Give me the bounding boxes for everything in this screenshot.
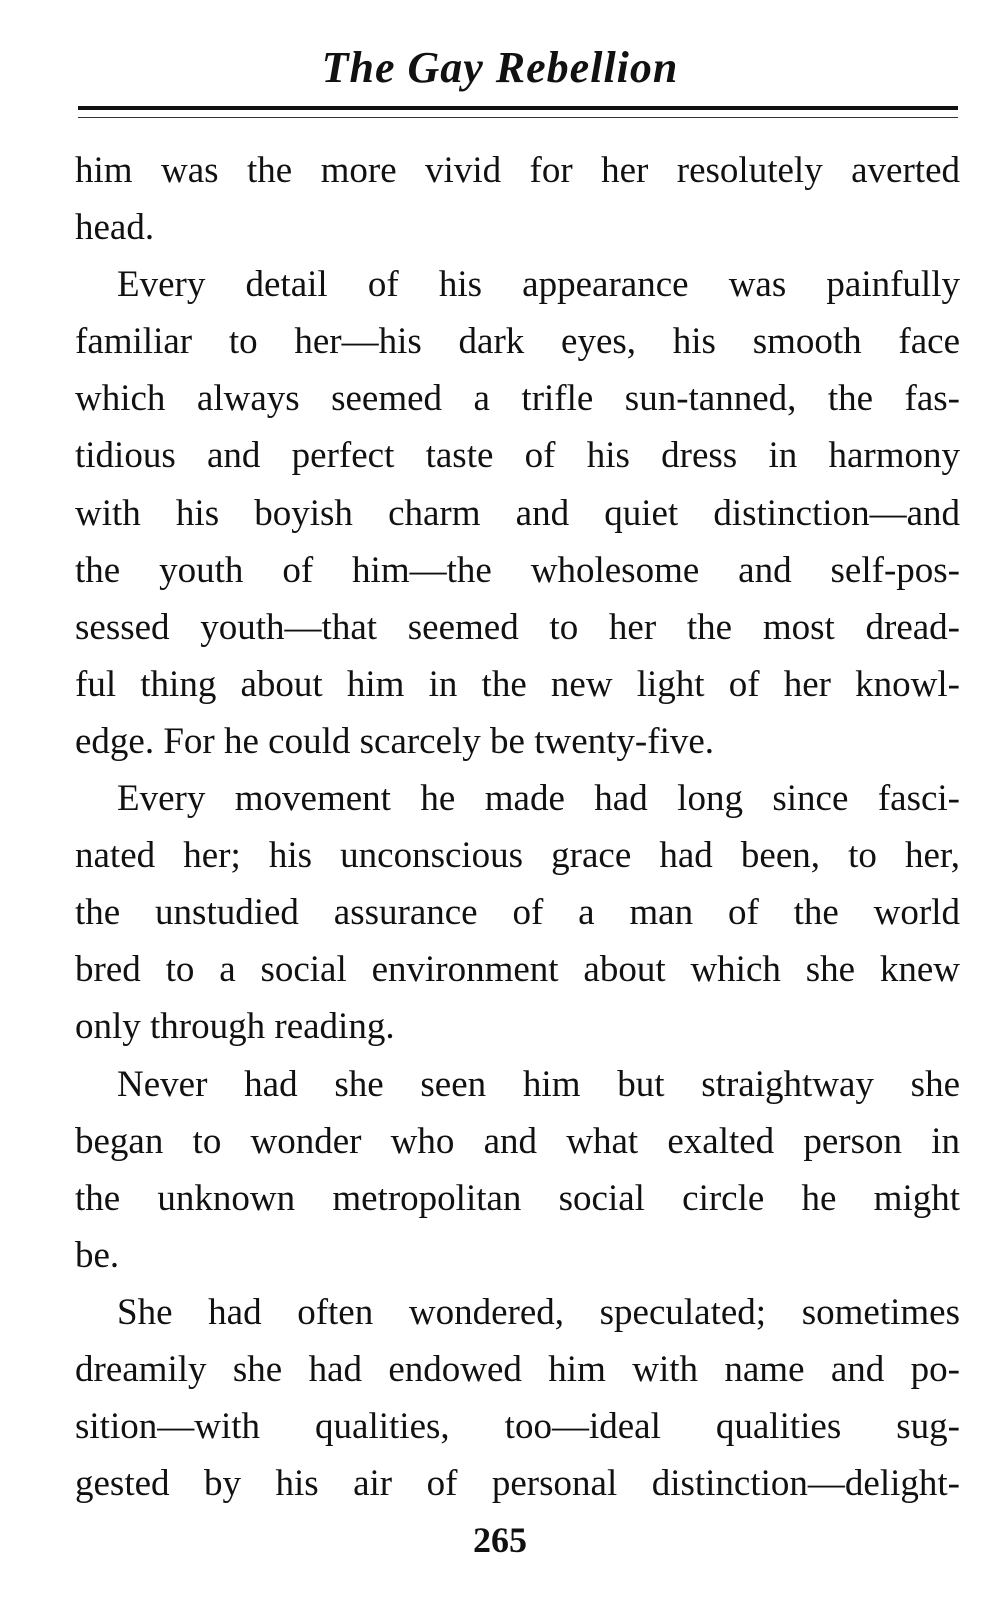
text-line: head. [75, 207, 155, 249]
text-line: the unstudied assurance of a man of the world [75, 892, 960, 934]
running-head: The Gay Rebellion [321, 43, 679, 92]
text-line: familiar to her—his dark eyes, his smooth face [75, 321, 960, 363]
text-line: Never had she seen him but straightway she [117, 1063, 960, 1105]
text-line: ful thing about him in the new light of her knowl- [75, 663, 960, 705]
text-line: bred to a social environment about which she knew [75, 949, 960, 991]
text-line: sessed youth—that seemed to her the most dread- [75, 606, 960, 648]
text-line: be. [75, 1234, 120, 1276]
text-line: gested by his air of personal distinction—delight- [75, 1463, 960, 1505]
text-line: him was the more vivid for her resolutely averted [75, 150, 960, 191]
body-text [75, 142, 960, 1512]
page-number: 265 [473, 1520, 527, 1560]
text-line: sition—with qualities, too—ideal qualities sug- [75, 1406, 960, 1448]
text-line: dreamily she had endowed him with name and po- [75, 1348, 960, 1390]
text-line: the unknown metropolitan social circle he might [75, 1177, 960, 1219]
header-rule-thin [78, 117, 958, 118]
text-line: nated her; his unconscious grace had been, to her, [75, 835, 960, 877]
text-line: began to wonder who and what exalted person in [75, 1120, 960, 1162]
header-rule-thick [78, 106, 958, 110]
text-line: edge. For he could scarcely be twenty-five. [75, 720, 715, 762]
text-line: She had often wondered, speculated; sometimes [117, 1291, 960, 1333]
text-line: Every detail of his appearance was painfully [117, 264, 960, 306]
text-line: only through reading. [75, 1006, 395, 1048]
text-line: the youth of him—the wholesome and self-pos- [75, 549, 960, 591]
text-line: which always seemed a trifle sun-tanned, the fas- [75, 378, 960, 420]
text-line: tidious and perfect taste of his dress in harmony [75, 435, 960, 477]
text-line: Every movement he made had long since fasci- [117, 778, 960, 820]
text-line: with his boyish charm and quiet distinction—and [75, 492, 960, 534]
